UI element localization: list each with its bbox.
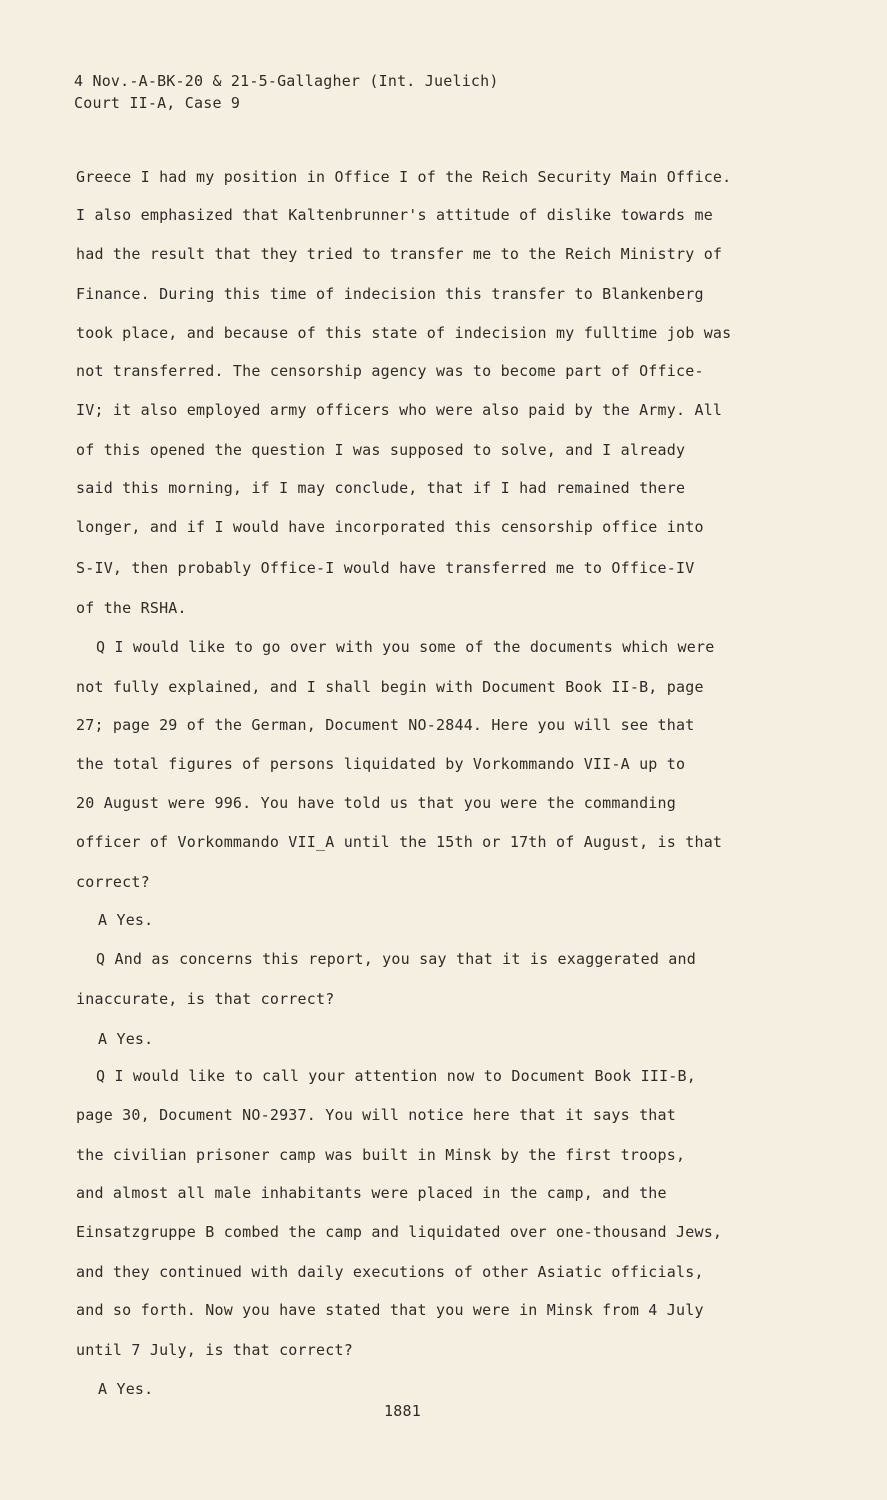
body-line: of the RSHA.: [76, 599, 187, 617]
header-court-line: Court II-A, Case 9: [74, 94, 241, 112]
body-line: and they continued with daily executions of other Asiatic officials,: [76, 1263, 704, 1281]
answer-line: A Yes.: [98, 911, 154, 929]
body-line: page 30, Document NO-2937. You will notice here that it says that: [76, 1106, 676, 1124]
answer-line: A Yes.: [98, 1380, 154, 1398]
body-line: S-IV, then probably Office-I would have transferred me to Office-IV: [76, 559, 695, 577]
question-line: Q I would like to go over with you some of the documents which were: [96, 638, 715, 656]
document-header: [74, 70, 499, 114]
question-line: Q I would like to call your attention now to Document Book III-B,: [96, 1067, 696, 1085]
body-line: had the result that they tried to transfer me to the Reich Ministry of: [76, 245, 723, 263]
body-line: and almost all male inhabitants were placed in the camp, and the: [76, 1184, 667, 1202]
body-line: said this morning, if I may conclude, that if I had remained there: [76, 479, 686, 497]
answer-line: A Yes.: [98, 1030, 154, 1048]
body-line: of this opened the question I was supposed to solve, and I already: [76, 441, 686, 459]
body-line: Greece I had my position in Office I of the Reich Security Main Office.: [76, 168, 732, 186]
body-line: longer, and if I would have incorporated this censorship office into: [76, 518, 704, 536]
body-line: not fully explained, and I shall begin with Document Book II-B, page: [76, 678, 704, 696]
body-line: correct?: [76, 873, 150, 891]
body-line: the total figures of persons liquidated by Vorkommando VII-A up to: [76, 755, 686, 773]
body-line: Einsatzgruppe B combed the camp and liquidated over one-thousand Jews,: [76, 1223, 723, 1241]
body-line: officer of Vorkommando VII_A until the 15th or 17th of August, is that: [76, 833, 723, 851]
body-line: I also emphasized that Kaltenbrunner's attitude of dislike towards me: [76, 206, 713, 224]
body-line: until 7 July, is that correct?: [76, 1341, 353, 1359]
body-line: and so forth. Now you have stated that you were in Minsk from 4 July: [76, 1301, 704, 1319]
body-line: 20 August were 996. You have told us that you were the commanding: [76, 794, 676, 812]
header-session-line: 4 Nov.-A-BK-20 & 21-5-Gallagher (Int. Juelich): [74, 72, 499, 90]
body-line: the civilian prisoner camp was built in Minsk by the first troops,: [76, 1146, 686, 1164]
body-line: took place, and because of this state of indecision my fulltime job was: [76, 324, 732, 342]
question-line: Q And as concerns this report, you say that it is exaggerated and: [96, 950, 696, 968]
body-line: IV; it also employed army officers who were also paid by the Army. All: [76, 401, 723, 419]
body-line: not transferred. The censorship agency was to become part of Office-: [76, 362, 704, 380]
body-line: Finance. During this time of indecision this transfer to Blankenberg: [76, 285, 704, 303]
body-line: 27; page 29 of the German, Document NO-2844. Here you will see that: [76, 716, 695, 734]
page-number: 1881: [384, 1402, 421, 1420]
body-line: inaccurate, is that correct?: [76, 990, 335, 1008]
